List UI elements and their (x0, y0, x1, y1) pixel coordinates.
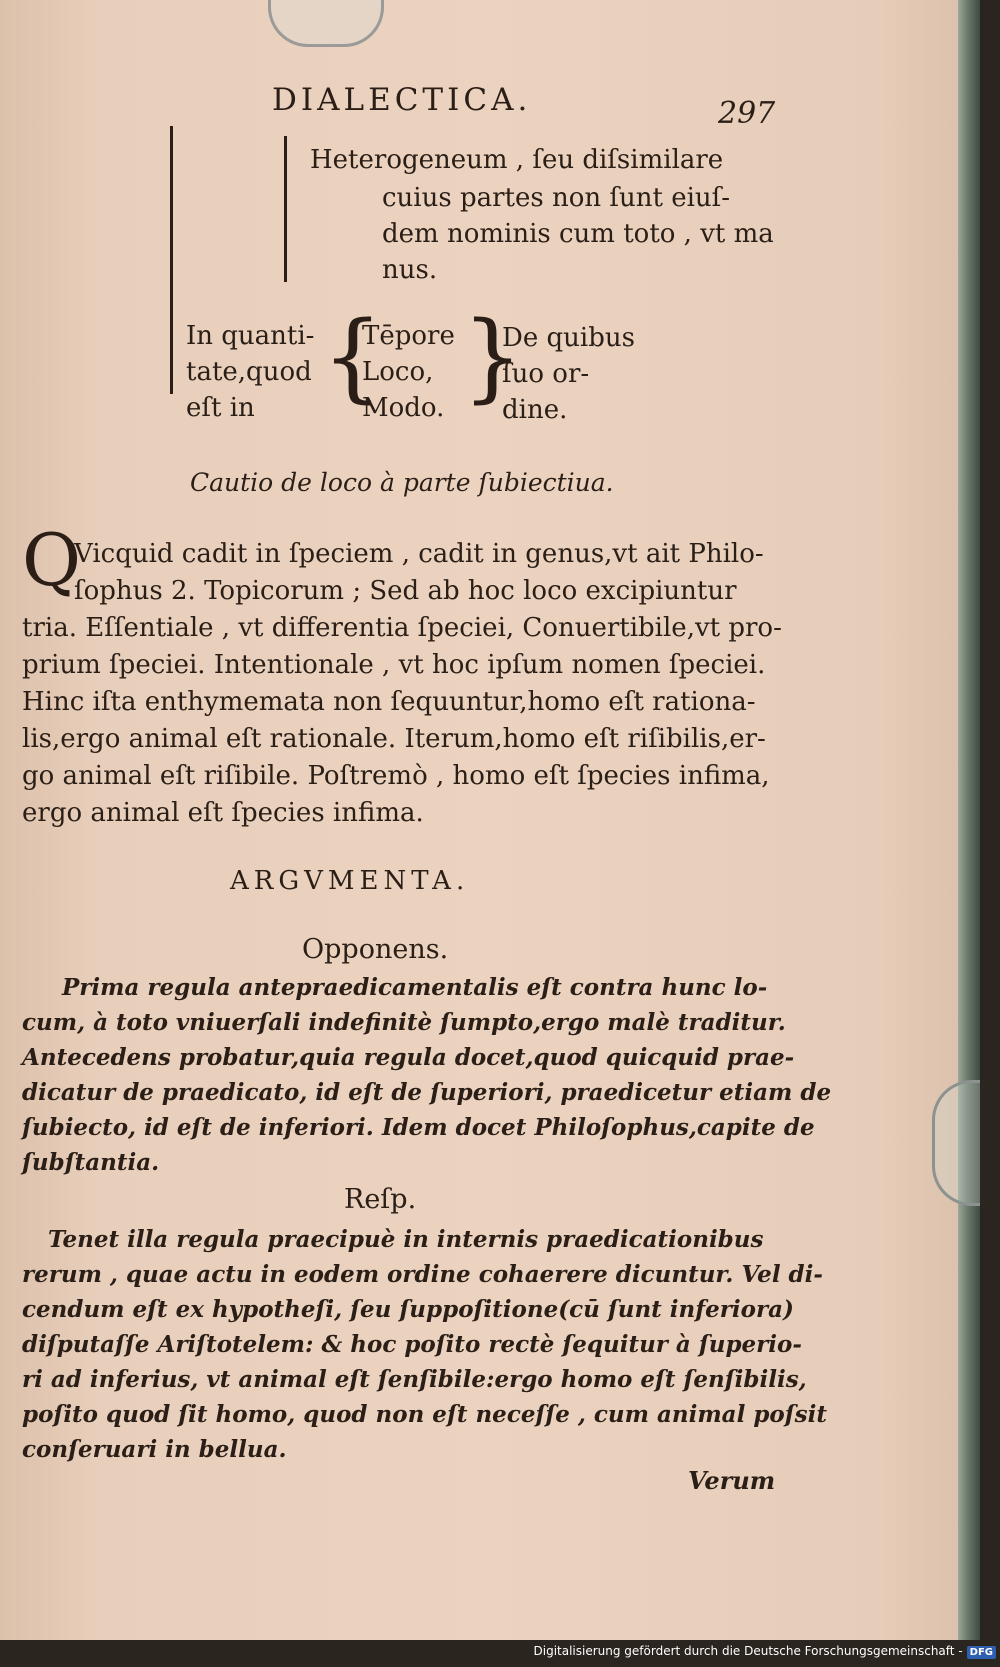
outline-bar-inner (284, 136, 287, 282)
dfg-logo: DFG (967, 1646, 996, 1659)
paragraph-line: tria. Eſſentiale , vt differentia ſpeciei, Conuertibile,vt pro- (22, 613, 782, 643)
page-number: 297 (718, 96, 776, 131)
opponens-line: ſubſtantia. (22, 1149, 160, 1176)
heterogeneum-line-1: Heterogeneum , ſeu diſsimilare (310, 145, 724, 175)
quantitate-line-2: tate,quod (186, 357, 312, 387)
argumenta-heading: ARGVMENTA. (230, 866, 470, 896)
brace-right: } (462, 301, 524, 413)
brace-left: { (322, 301, 384, 413)
resp-line: poſito quod ſit homo, quod non eſt neceſſe , cum animal poſsit (22, 1401, 827, 1428)
opponens-line: dicatur de praedicato, id eſt de ſuperiori, praedicetur etiam de (22, 1079, 832, 1106)
tempore-line-2: Loco, (362, 357, 434, 387)
paragraph-line: Hinc iſta enthymemata non ſequuntur,homo eſt rationa- (22, 687, 756, 717)
tempore-line-1: Tēpore (362, 321, 455, 351)
digitization-credit (534, 1644, 997, 1659)
heterogeneum-line-4: nus. (382, 255, 438, 285)
credit-text: Digitalisierung gefördert durch die Deutsche Forschungsgemeinschaft - (533, 1644, 963, 1658)
outline-bar-outer (170, 126, 173, 394)
catchword: Verum (688, 1466, 776, 1495)
paragraph-line: Vicquid cadit in ſpeciem , cadit in genus,vt ait Philo- (74, 539, 764, 569)
resp-line: ri ad inferius, vt animal eſt ſenſibile:ergo homo eſt ſenſibilis, (22, 1366, 807, 1393)
opponens-line: Antecedens probatur,quia regula docet,quod quicquid prae- (22, 1044, 795, 1071)
opponens-line: cum, à toto vniuerſali indefinitè ſumpto,ergo malè traditur. (22, 1009, 786, 1036)
paragraph-line: prium ſpeciei. Intentionale , vt hoc ipſum nomen ſpeciei. (22, 650, 766, 680)
running-head: DIALECTICA. (272, 82, 532, 118)
paragraph-line: lis,ergo animal eſt rationale. Iterum,homo eſt riſibilis,er- (22, 724, 766, 754)
quibus-line-1: De quibus (502, 323, 635, 353)
drop-cap: Q (22, 518, 82, 602)
paragraph-line: ſophus 2. Topicorum ; Sed ab hoc loco excipiuntur (74, 576, 737, 606)
resp-line: Tenet illa regula praecipuè in internis praedicationibus (48, 1226, 764, 1253)
paragraph-line: go animal eſt riſibile. Poſtremò , homo eſt ſpecies infima, (22, 761, 770, 791)
paragraph-line: ergo animal eſt ſpecies infima. (22, 798, 424, 828)
section-heading: Cautio de loco à parte ſubiectiua. (190, 468, 614, 497)
quantitate-line-3: eſt in (186, 393, 255, 423)
tempore-line-3: Modo. (362, 393, 445, 423)
resp-line: rerum , quae actu in eodem ordine cohaerere dicuntur. Vel di- (22, 1261, 823, 1288)
resp-line: cendum eſt ex hypotheſi, ſeu ſuppoſitione(cū ſunt inferiora) (22, 1296, 794, 1323)
heterogeneum-line-3: dem nominis cum toto , vt ma (382, 219, 774, 249)
opponens-line: ſubiecto, id eſt de inferiori. Idem docet Philoſophus,capite de (22, 1114, 815, 1141)
resp-heading: Reſp. (344, 1184, 417, 1215)
quibus-line-3: dine. (502, 395, 568, 425)
resp-line: diſputaſſe Ariſtotelem: & hoc poſito rectè ſequitur à ſuperio- (22, 1331, 802, 1358)
page-clip-top (268, 0, 384, 47)
page-clip-right (932, 1080, 980, 1206)
heterogeneum-line-2: cuius partes non ſunt eiuſ- (382, 183, 731, 213)
page-edge (958, 0, 980, 1640)
quibus-line-2: ſuo or- (502, 359, 590, 389)
opponens-heading: Opponens. (302, 934, 449, 965)
resp-line: conſeruari in bellua. (22, 1436, 287, 1463)
quantitate-line-1: In quanti- (186, 321, 315, 351)
opponens-line: Prima regula antepraedicamentalis eſt contra hunc lo- (62, 974, 768, 1001)
